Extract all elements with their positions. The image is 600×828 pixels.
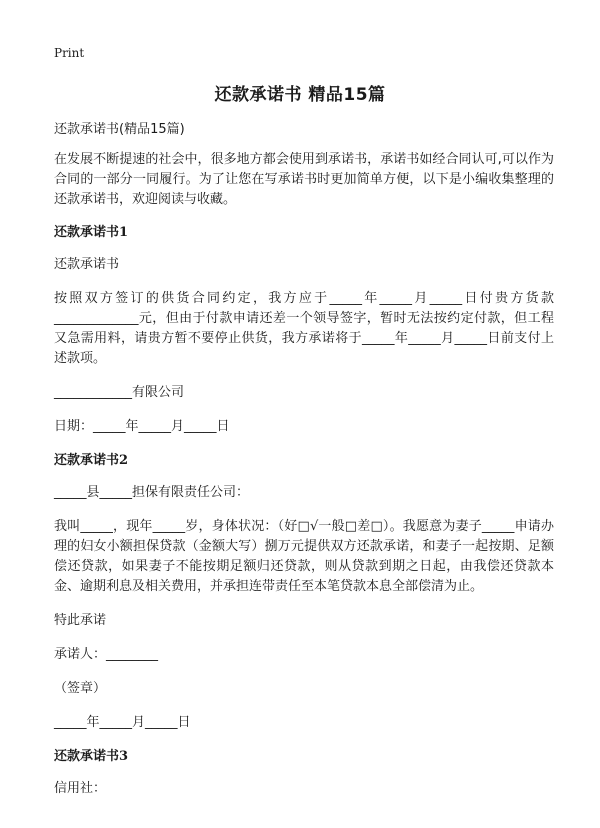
section-1-company: ____________有限公司 (54, 385, 185, 400)
intro-paragraph: 在发展不断提速的社会中，很多地方都会使用到承诺书，承诺书如经合同认可,可以作为合同的一部分一同履行。为了让您在写承诺书时更加简单方便，以下是小编收集整理的还款承诺书，欢迎阅读与收藏。 (54, 152, 554, 207)
section-2-signer: 承诺人：________ (54, 647, 159, 662)
document-body (54, 120, 554, 799)
section-1-label: 还款承诺书 (54, 257, 120, 272)
page-title: 还款承诺书 精品15篇 (214, 85, 386, 105)
section-2-addressee: _____县_____担保有限责任公司： (54, 485, 250, 500)
section-3-addressee: 信用社： (54, 781, 107, 796)
section-1-heading: 还款承诺书1 (54, 225, 129, 240)
print-link[interactable]: Print (54, 46, 85, 60)
section-2-date: _____年_____月_____日 (54, 715, 191, 730)
section-1-date: 日期：_____年_____月_____日 (54, 419, 230, 434)
section-2-heading: 还款承诺书2 (54, 453, 129, 468)
section-3-heading: 还款承诺书3 (54, 749, 129, 764)
section-2-body: 我叫_____，现年_____岁，身体状况：（好□√一般□差□）。我愿意为妻子_____申请办理的妇女小额担保贷款（金额大写）捌万元提供双方还款承诺，和妻子一起按期、足额偿还贷款，如果妻子不能按期足额归还贷款，则从贷款到期之日起，由我偿还贷款本金、逾期利息及相关费用，并承担连带责任至本笔贷款本息全部偿清为止。 (54, 519, 554, 594)
document-subtitle: 还款承诺书(精品15篇) (54, 122, 185, 137)
section-2-closing: 特此承诺 (54, 613, 107, 628)
section-1-body: 按照双方签订的供货合同约定，我方应于_____年_____月_____日付贵方货款_____________元，但由于付款申请还差一个领导签字，暂时无法按约定付款，但工程又急需用料，请贵方暂不要停止供货，我方承诺将于_____年_____月_____日前支付上述款项。 (54, 291, 554, 366)
section-2-seal: （签章） (54, 681, 107, 696)
